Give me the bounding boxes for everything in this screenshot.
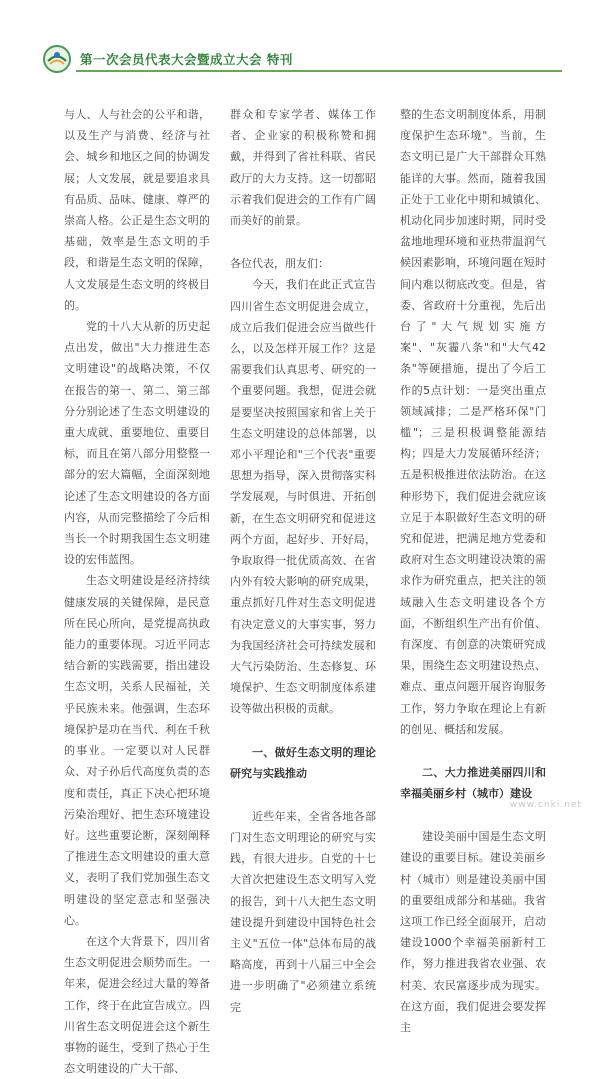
header-title: 第一次会员代表大会暨成立大会 特刊 [80,52,293,67]
paragraph: 今天，我们在此正式宣告四川省生态文明促进会成立，成立后我们促进会应当做些什么，以及怎样开展工作？这是需要我们认真思考、研究的一个重要问题。我想，促进会就是要坚决按照国家和省上关于生态文明建设的总体部署，以邓小平理论和"三个代表"重要思想为指导，深入贯彻落实科学发展观，与时俱进、开拓创新，在生态文明研究和促进这两个方面，起好步、开好局，争取取得一批优质高效、在省内外有较大影响的研究成果，重点抓好几件对生态文明促进有决定意义的大事实事，努力为我国经济社会可持续发展和大气污染防治、生态修复、环境保护、生态文明制度体系建设等做出积极的贡献。 [230,278,376,716]
section-heading-2: 二、大力推进美丽四川和幸福美丽乡村（城市）建设 [400,766,546,801]
org-emblem-icon [42,44,72,74]
paragraph: 在这个大背景下，四川省生态文明促进会顺势而生。一年来，促进会经过大量的筹备工作，终于在此宣告成立。四川省生态文明促进会这个新生事物的诞生，受到了热心于生态文明建设的广大干部、 [64,934,210,1076]
text-column-2 [230,104,376,1018]
paragraph: 生态文明建设是经济持续健康发展的关键保障，是民意所在民心所向，是党提高执政能力的重要体现。习近平同志结合新的实践需要，指出建设生态文明，关系人民福祉，关乎民族未来。他强调，生态环境保护是功在当代、利在千秋的事业。一定要以对人民群众、对子孙后代高度负责的态度和责任，真正下决心把环境污染治理好、把生态环境建设好。这些重要论断，深刻阐释了推进生态文明建设的重大意义，表明了我们党加强生态文明建设的坚定意志和坚强决心。 [64,574,210,927]
paragraph: 党的十八大从新的历史起点出发，做出"大力推进生态文明建设"的战略决策，不仅在报告的第一、第二、第三部分分别论述了生态文明建设的重大成就、重要地位、重要目标，而且在第八部分用整整一部分的宏大篇幅，全面深刻地论述了生态文明建设的各方面内容，从而完整描绘了今后相当长一个时期我国生态文明建设的宏伟蓝图。 [64,320,210,567]
section-heading-1: 一、做好生态文明的理论研究与实践推动 [230,745,376,780]
watermark: www.cnki.net [509,800,582,810]
paragraph: 近些年来，全省各地各部门对生态文明理论的研究与实践，有很大进步。自党的十七大首次把建设生态文明写入党的报告，到十八大把生态文明建设提升到建设中国特色社会主义"五位一体"总体布局的战略高度，再到十八届三中全会进一步明确了"必须建立系统完 [230,809,376,1014]
paragraph: 与人、人与社会的公平和谐，以及生产与消费、经济与社会、城乡和地区之间的协调发展；人文发展，就是要追求具有品质、品味、健康、尊严的崇高人格。公正是生态文明的基础，效率是生态文明的手段，和谐是生态文明的保障，人文发展是生态文明的终极目的。 [64,108,210,312]
paragraph: 各位代表，朋友们： [230,257,329,271]
paragraph: 群众和专家学者、媒体工作者、企业家的积极称赞和拥戴，并得到了省社科联、省民政厅的大力支持。这一切都昭示着我们促进会的工作有广阔而美好的前景。 [230,108,376,228]
paragraph: 整的生态文明制度体系，用制度保护生态环境"。当前，生态文明已是广大干部群众耳熟能详的大事。然而，随着我国正处于工业化中期和城镇化、机动化同步加速时期，同时受盆地地理环境和亚热带温润气候因素影响，环境问题在短时间内难以彻底改变。但是，省委、省政府十分重视，先后出台了"大气规划实施方案"、"灰霾八条"和"大气42条"等硬措施，提出了今后工作的5点计划：一是突出重点领域减排；二是严格环保"门槛"；三是积极调整能源结构；四是大力发展循环经济；五是积极推进依法防治。在这种形势下，我们促进会就应该立足于本职做好生态文明的研究和促进，把满足地方党委和政府对生态文明建设决策的需求作为研究重点，把关注的领域融入生态文明建设各个方面，不断组织生产出有价值、有深度、有创意的决策研究成果，围绕生态文明建设热点、难点、重点问题开展咨询服务工作，努力争取在理论上有新的创见、概括和发展。 [400,108,546,736]
text-column-1 [64,104,210,1079]
header-divider [76,70,562,72]
page-header [42,44,562,84]
paragraph: 建设美丽中国是生态文明建设的重要目标。建设美丽乡村（城市）则是建设美丽中国的重要组成部分和基础。我省这项工作已经全面展开，启动建设1000个幸福美丽新村工作，努力推进我省农业强、农村美、农民富逐步成为现实。在这方面，我们促进会要发挥主 [400,830,546,1034]
text-column-3 [400,104,546,1038]
